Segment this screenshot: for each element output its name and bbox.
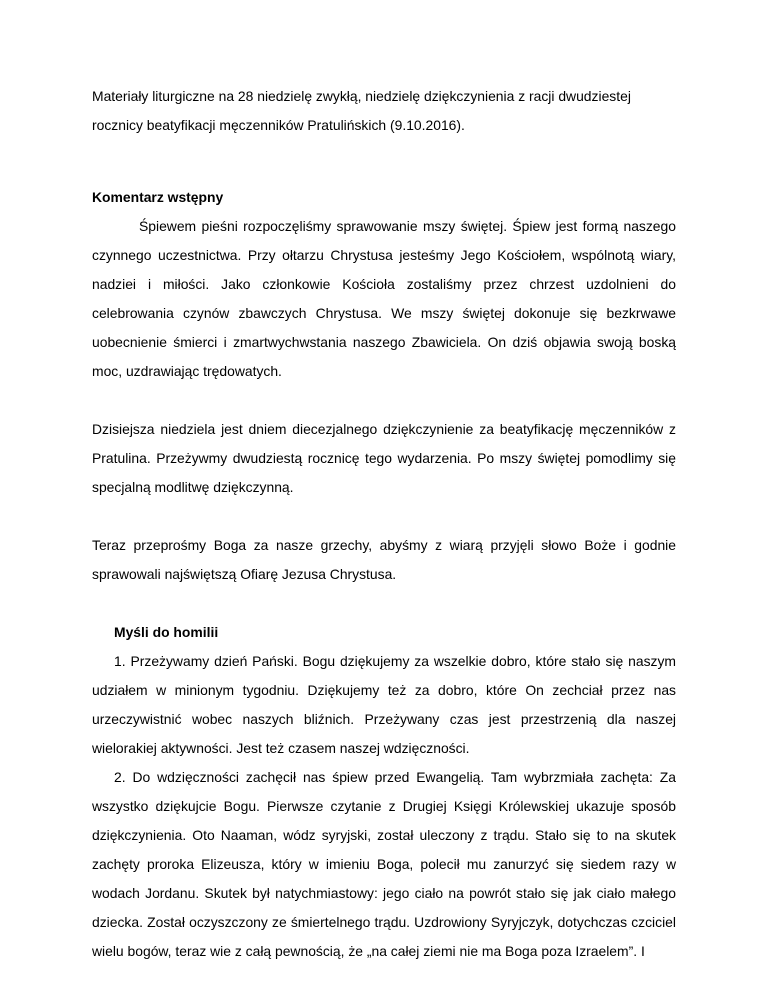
- intro-heading: Komentarz wstępny: [92, 189, 224, 205]
- homily-point-number: 2.: [114, 769, 126, 785]
- intro-paragraph-3: Teraz przeprośmy Boga za nasze grzechy, abyśmy z wiarą przyjęli słowo Boże i godnie sprawowali najświętszą Ofiarę Jezusa Chrystusa.: [92, 537, 676, 582]
- homily-point: [92, 763, 676, 966]
- document-body: [92, 82, 676, 966]
- document-title: Materiały liturgiczne na 28 niedzielę zwykłą, niedzielę dziękczynienia z racji dwudziestej rocznicy beatyfikacji męczenników Pratulińskich (9.10.2016).: [92, 88, 631, 133]
- homily-point: [92, 647, 676, 763]
- intro-paragraph-2: Dzisiejsza niedziela jest dniem diecezjalnego dziękczynienie za beatyfikację męczenników z Pratulina. Przeżywmy dwudziestą rocznicę tego wydarzenia. Po mszy świętej pomodlimy się specjalną modlitwę dziękczynną.: [92, 421, 676, 495]
- homily-point-text: Do wdzięczności zachęcił nas śpiew przed Ewangelią. Tam wybrzmiała zachęta: Za wszystko dziękujcie Bogu. Pierwsze czytanie z Drugiej Księgi Królewskiej ukazuje sposób dziękczynienia. Oto Naaman, wódz syryjski, został uleczony z trądu. Stało się to na skutek zachęty proroka Elizeusza, który w imieniu Boga, polecił mu zanurzyć się siedem razy w wodach Jordanu. Skutek był natychmiastowy: jego ciało na powrót stało się jak ciało małego dziecka. Został oczyszczony ze śmiertelnego trądu. Uzdrowiony Syryjczyk, dotychczas czciciel wielu bogów, teraz wie z całą pewnością, że „na całej ziemi nie ma Boga poza Izraelem”. I: [92, 769, 677, 959]
- intro-paragraph-1: Śpiewem pieśni rozpoczęliśmy sprawowanie mszy świętej. Śpiew jest formą naszego czynnego uczestnictwa. Przy ołtarzu Chrystusa jesteśmy Jego Kościołem, wspólnotą wiary, nadziei i miłości. Jako członkowie Kościoła zostaliśmy przez chrzest uzdolnieni do celebrowania czynów zbawczych Chrystusa. We mszy świętej dokonuje się bezkrwawe uobecnienie śmierci i zmartwychwstania naszego Zbawiciela. On dziś objawia swoją boską moc, uzdrawiając trędowatych.: [92, 218, 676, 379]
- homily-heading: Myśli do homilii: [114, 624, 219, 640]
- homily-point-text: Przeżywamy dzień Pański. Bogu dziękujemy za wszelkie dobro, które stało się naszym udziałem w minionym tygodniu. Dziękujemy też za dobro, które On zechciał przez nas urzeczywistnić wobec naszych bliźnich. Przeżywany czas jest przestrzenią dla naszej wielorakiej aktywności. Jest też czasem naszej wdzięczności.: [92, 653, 676, 756]
- homily-point-number: 1.: [114, 653, 126, 669]
- homily-points-list: [92, 647, 676, 966]
